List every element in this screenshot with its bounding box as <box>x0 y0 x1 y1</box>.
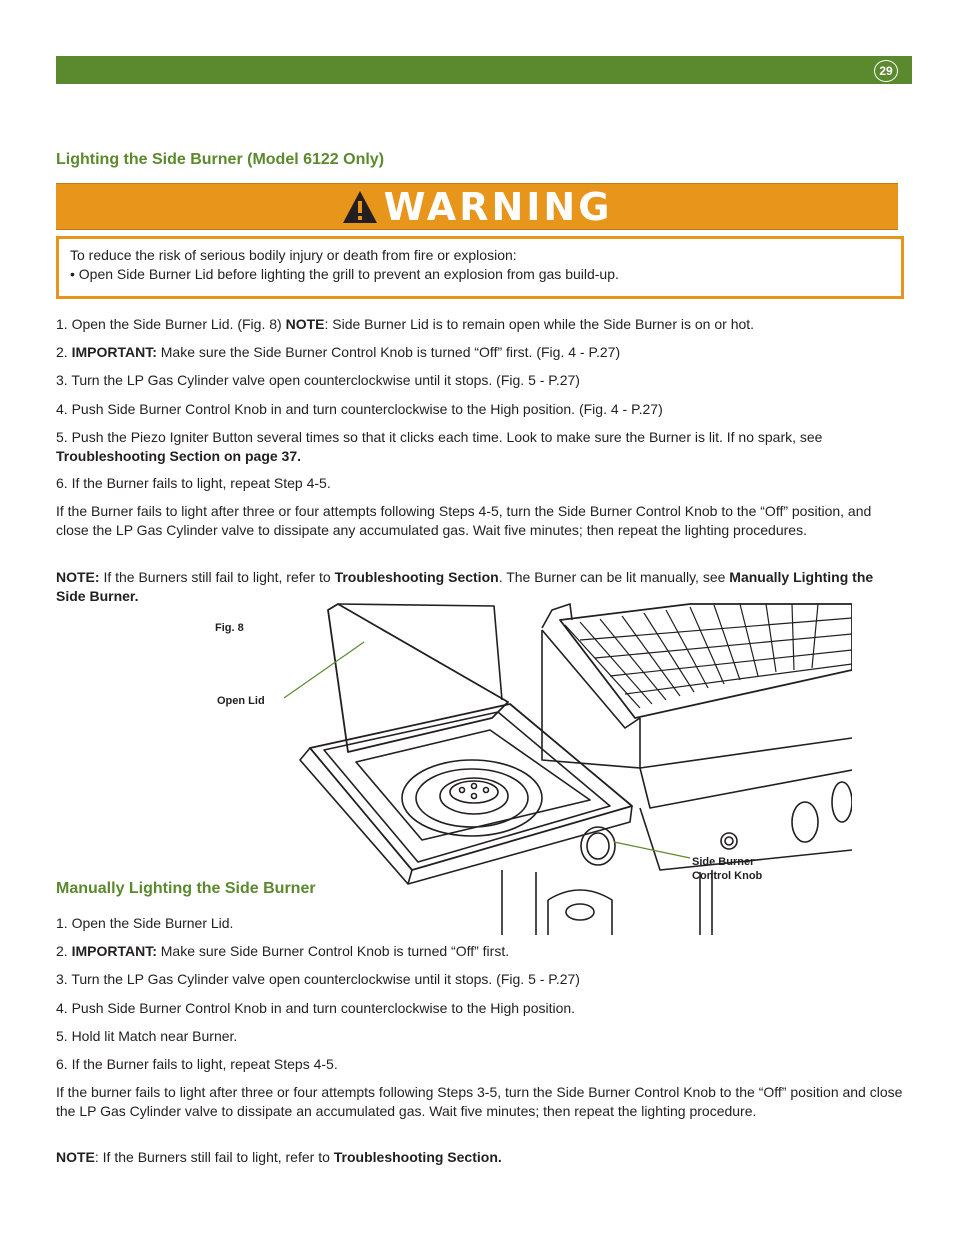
header-bar <box>56 56 912 84</box>
step-4: 4. Push Side Burner Control Knob in and turn counterclockwise to the High position. (Fig. 4 - P.27) <box>56 401 663 417</box>
firebox <box>542 604 852 808</box>
warning-label: WARNING <box>383 184 613 229</box>
manual-note-paragraph: NOTE: If the Burners still fail to light, refer to Troubleshooting Section. <box>56 1149 502 1165</box>
manual-step-5: 5. Hold lit Match near Burner. <box>56 1028 238 1044</box>
side-burner-knob-label: Side Burner Control Knob <box>692 856 763 882</box>
main-burner-knob-1 <box>792 802 818 842</box>
figure-label: Fig. 8 <box>215 622 244 634</box>
burner <box>402 760 542 836</box>
warning-triangle-icon <box>342 190 378 224</box>
cooking-grate <box>560 604 852 718</box>
main-burner-knob-2 <box>832 782 852 822</box>
step-6: 6. If the Burner fails to light, repeat Step 4-5. <box>56 475 331 491</box>
warning-text-line2: • Open Side Burner Lid before lighting the grill to prevent an explosion from gas build-up. <box>70 266 619 282</box>
note-paragraph: NOTE: If the Burners still fail to light, refer to Troubleshooting Section. The Burner can be lit manually, see Manually Lighting the Side Burner. <box>56 569 874 604</box>
side-burner-knob <box>581 827 615 865</box>
open-lid-label: Open Lid <box>217 695 265 707</box>
step-5: 5. Push the Piezo Igniter Button several times so that it clicks each time. Look to make sure the Burner is lit. If no spark, see Troubleshooting Section on page 37. <box>56 429 823 464</box>
manual-step-1: 1. Open the Side Burner Lid. <box>56 915 234 931</box>
warning-message-box <box>56 236 904 299</box>
igniter-button <box>721 833 737 849</box>
warning-banner <box>56 183 898 230</box>
fail-paragraph: If the Burner fails to light after three or four attempts following Steps 4-5, turn the Side Burner Control Knob to the “Off” position, and close the LP Gas Cylinder valve to dissipate any accumulated gas. Wait five minutes; then repeat the lighting procedures. <box>56 503 872 538</box>
step-2: 2. IMPORTANT: Make sure the Side Burner Control Knob is turned “Off” first. (Fig. 4 - P.27) <box>56 344 621 360</box>
side-shelf <box>300 704 632 884</box>
step-3: 3. Turn the LP Gas Cylinder valve open counterclockwise until it stops. (Fig. 5 - P.27) <box>56 372 580 388</box>
step-1: 1. Open the Side Burner Lid. (Fig. 8) NOTE: Side Burner Lid is to remain open while the Side Burner is on or hot. <box>56 316 755 332</box>
manual-step-3: 3. Turn the LP Gas Cylinder valve open counterclockwise until it stops. (Fig. 5 - P.27) <box>56 971 580 987</box>
section-title-manual: Manually Lighting the Side Burner <box>56 880 316 897</box>
warning-text-line1: To reduce the risk of serious bodily injury or death from fire or explosion: <box>70 247 517 263</box>
open-lid-leader <box>284 642 364 698</box>
manual-step-6: 6. If the Burner fails to light, repeat Steps 4-5. <box>56 1056 338 1072</box>
manual-step-2: 2. IMPORTANT: Make sure Side Burner Control Knob is turned “Off” first. <box>56 943 510 959</box>
side-burner-illustration <box>280 600 852 935</box>
manual-fail-paragraph: If the burner fails to light after three or four attempts following Steps 3-5, turn the Side Burner Control Knob to the “Off” position and close the LP Gas Cylinder valve to dissipate an accumulated gas. Wait five minutes; then repeat the lighting procedure. <box>56 1084 903 1119</box>
manual-step-4: 4. Push Side Burner Control Knob in and turn counterclockwise to the High position. <box>56 1000 576 1016</box>
section-title-lighting: Lighting the Side Burner (Model 6122 Only) <box>56 151 385 168</box>
page-number: 29 <box>874 60 898 82</box>
